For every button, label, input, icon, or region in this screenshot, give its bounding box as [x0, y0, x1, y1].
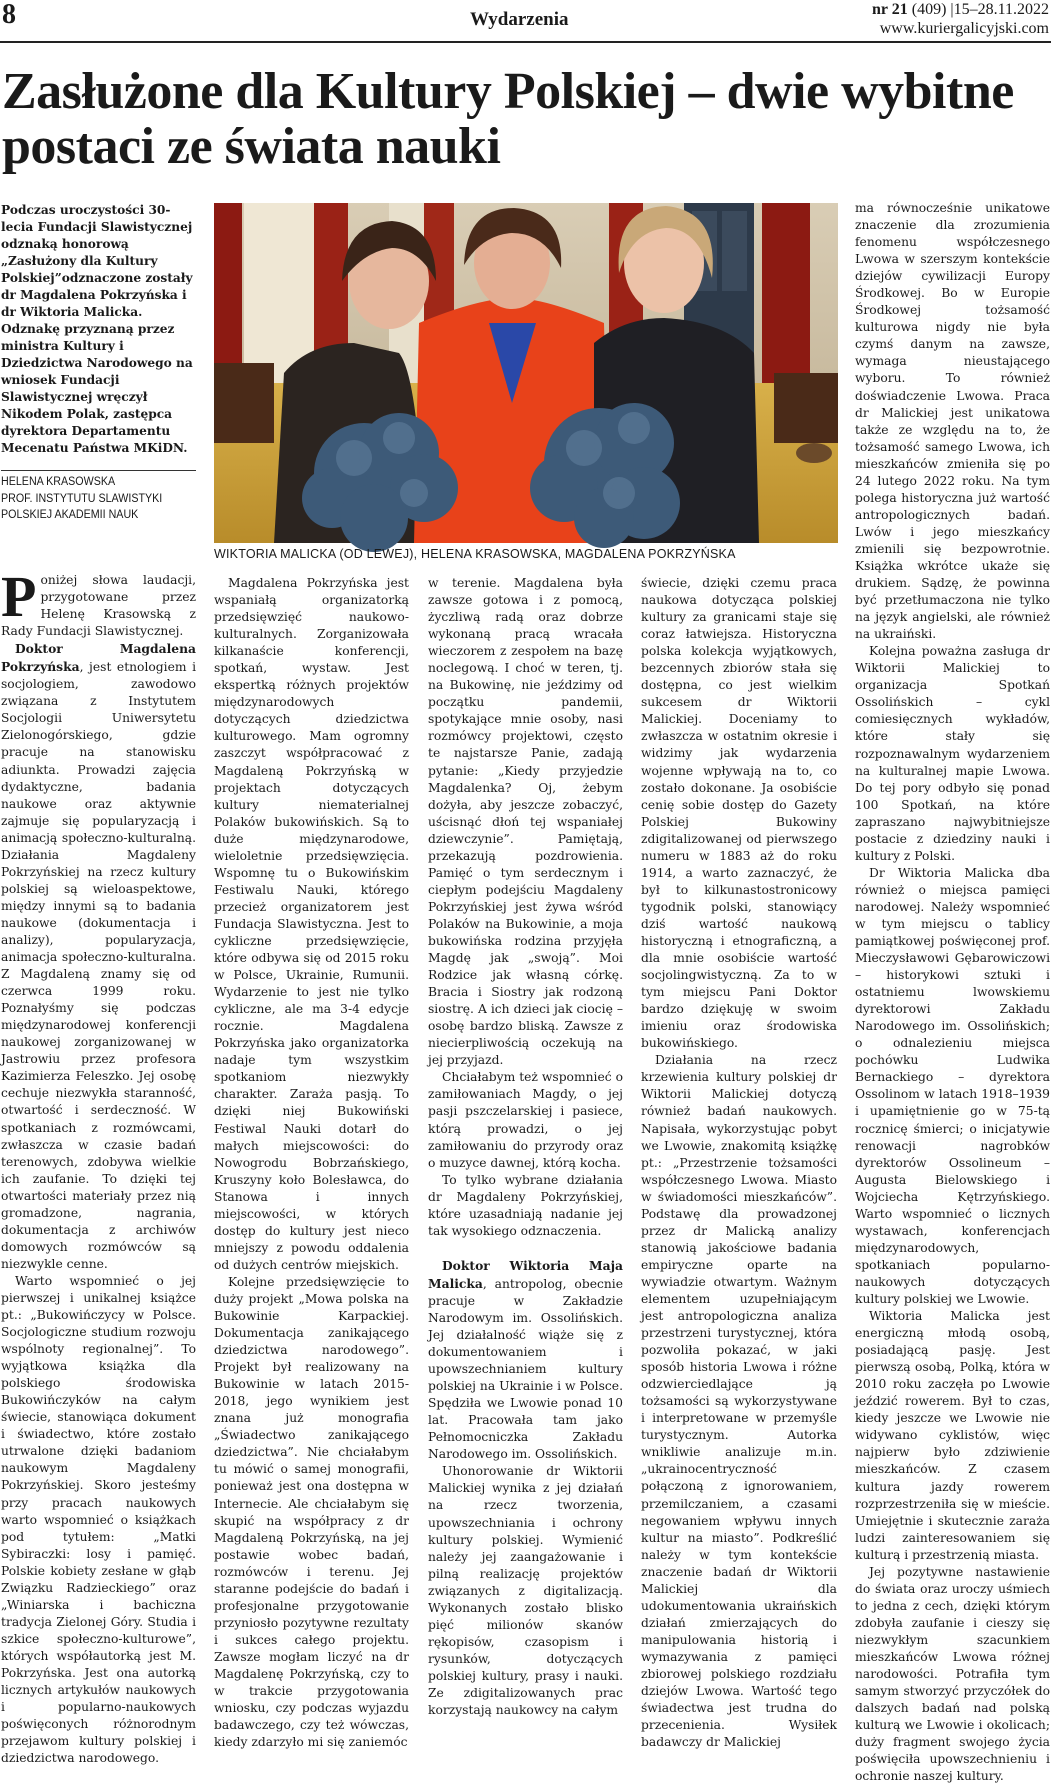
article-column-3: [428, 575, 623, 1718]
paragraph: Doktor Magdalena Pokrzyńska, jest etnologiem i socjologiem, zawodowo związana z Instytutem Socjologii Uniwersytetu Zielonogórskiego, gdzie pracuje na stanowisku adiunkta. Prowadzi zajęcia dydaktyczne, badania naukowe oraz aktywnie zajmuje się popularyzacją i animacją społeczno-kulturalną. Działania Magdaleny Pokrzyńskiej na rzecz kultury polskiej są wieloaspektowe, między innymi są to badania naukowe (dokumentacja i analizy), popularyzacja, animacja społeczno-kulturalna. Z Magdaleną znamy się od czerwca 1999 roku. Poznałyśmy się podczas międzynarodowej konferencji naukowej zorganizowanej w Jastrowiu przez profesora Kazimierza Feleszko. Jej osobę cechuje niezwykła staranność, otwartość i serdeczność. W spotkaniach z rozmówcami, zwłaszcza w czasie badań terenowych, zdobywa wielkie ich zaufanie. To dzięki tej otwartości materiały przez nią gromadzone, nagrania, dokumentacja z archiwów domowych rozmówców są niezwykle cenne.: [1, 641, 196, 1271]
paragraph: Jej pozytywne nastawienie do świata oraz uroczy uśmiech to jedna z cech, dzięki którym zdobyła zaufanie i cieszy się niezwykłym szacunkiem mieszkańców Lwowa różnej narodowości. Potrafiła tym samym stworzyć przyczółek do dalszych badań nad polską kulturą we Lwowie i okolicach; duży fragment swojego życia poświęciła upowszechnieniu i ochronie naszej kultury.: [855, 1564, 1050, 1784]
article-column-2: [214, 575, 409, 1750]
article-column-5: [855, 200, 1050, 1784]
paragraph: w terenie. Magdalena była zawsze gotowa i z pomocą, życzliwą radą oraz dobrze wykonaną pracą wracała wieczorem z zespołem na bazę noclegową. I choć w teren, tj. na Bukowinę, nie jeździmy od początku pandemii, spotykające mnie osoby, nasi rozmówcy projektowi, często te najstarsze Panie, zadają pytanie: „Kiedy przyjedzie Magdalenka? Oj, żebym dożyła, aby jeszcze zobaczyć, uścisnąć dłoń tej wspaniałej dziewczynie”. Pamiętają, przekazują pozdrowienia. Pamięć o tym serdecznym i ciepłym podejściu Magdaleny Pokrzyńskiej jest żywa wśród Polaków na Bukowinie, a moja bukowińska rodzina przyjęła Magdę jak „swoją”. Moi Rodzice jak własną córkę. Bracia i Siostry jak rodzoną siostrę. A ich dzieci jak ciocię – osobę bardzo bliską. Zawsze z niecierpliwością oczekują na jej przyjazd.: [428, 576, 623, 1068]
article-column-4: [641, 575, 837, 1750]
paragraph: Wiktoria Malicka jest energiczną młodą osobą, posiadającą pasję. Jest pierwszą osobą, Polką, która w 2010 roku zaczęła po Lwowie jeździć rowerem. Był to czas, kiedy jeszcze we Lwowie nie widywano cyklistów, więc najpierw było zdziwienie mieszkańców. Z czasem kultura jazdy rowerem rozprzestrzeniła się w mieście. Umiejętnie i skutecznie zaraża ludzi zainteresowaniem się kulturą i przestrzenią miasta.: [855, 1309, 1050, 1562]
paragraph: Warto wspomnieć o jej pierwszej i unikalnej książce pt.: „Bukowińczycy w Polsce. Socjologiczne studium rozwoju wspólnoty regionalnej”. To wyjątkowa książka dla polskiego środowiska Bukowińczyków na całym świecie, stanowiąca dokument i świadectwo, które zostało utrwalone dzięki badaniom naukowym Magdaleny Pokrzyńskiej. Skoro jesteśmy przy pracach naukowych warto wspomnieć o książkach pod tytułem: „Matki Sybiraczki: losy i pamięć. Polskie kobiety zesłane w głąb Związku Radzieckiego” oraz „Winiarska i bachiczna tradycja Zielonej Góry. Studia i szkice społeczno-kulturowe”, których współautorką jest M. Pokrzyńska. Jest ona autorką licznych artykułów naukowych i popularno-naukowych poświęconych różnorodnym przejawom kultury polskiej i dziedzictwa narodowego.: [1, 1273, 196, 1766]
photo-caption: WIKTORIA MALICKA (OD LEWEJ), HELENA KRASOWSKA, MAGDALENA POKRZYŃSKA: [214, 547, 736, 561]
website-link[interactable]: www.kuriergalicyjski.com: [879, 20, 1049, 37]
drop-cap: P: [1, 564, 37, 629]
paragraph: Poniżej słowa laudacji, przygotowane przez Helenę Krasowską z Rady Fundacji Slawistycznej.: [1, 564, 196, 639]
paragraph: świecie, dzięki czemu praca naukowa dotycząca polskiej kultury za granicami staje się coraz łatwiejsza. Historyczna polska kolekcja wyjątkowych, bezcennych zbiorów stała się dostępna, co jest wielkim sukcesem dr Wiktorii Malickiej. Doceniamy to zwłaszcza w ostatnim okresie i widzimy jak wydarzenia wojenne wpływają na to, co zostało dokonane. Ja osobiście cenię sobie dostęp do Gazety Polskiej Bukowiny zdigitalizowanej od pierwszego numeru w 1883 aż do roku 1914, a warto zaznaczyć, że był to kilkunastostronicowy tygodnik polski, stanowiący dziś wartość naukową historyczną i etnograficzną, a dla mnie osobiście wartość socjolingwistyczną. Za to w tym miejscu Pani Doktor bardzo dziękuję w swoim imieniu oraz środowiska bukowińskiego.: [641, 576, 837, 1051]
page-number: 8: [2, 0, 16, 30]
author-block: [1, 474, 182, 524]
page-header: [0, 0, 1051, 44]
lead-divider: [1, 470, 196, 471]
paragraph: Uhonorowanie dr Wiktorii Malickiej wynika z jej działań na rzecz tworzenia, upowszechniania i ochrony kultury polskiej. Wymienić należy jej zaangażowanie i pilną realizację projektów związanych z digitalizacją. Wykonanych zostało blisko pięć milionów skanów rękopisów, czasopism i rysunków, dotyczących polskiej kultury, prasy i nauki. Ze zdigitalizowanych prac korzystają naukowcy na całym: [428, 1464, 623, 1718]
paragraph: Chciałabym też wspomnieć o zamiłowaniach Magdy, o jej pasji pszczelarskiej i pasiece, którą prowadzi, o jej zamiłowaniu do przyrody oraz o muzyce dawnej, którą kocha.: [428, 1070, 623, 1170]
paragraph: To tylko wybrane działania dr Magdaleny Pokrzyńskiej, które uzasadniają nadanie jej tak wysokiego odznaczenia.: [428, 1172, 623, 1238]
paragraph: Magdalena Pokrzyńska jest wspaniałą organizatorką przedsięwzięć naukowo-kulturalnych. Zorganizowała kilkanaście konferencji, spotkań, wystaw. Jest ekspertką różnych projektów międzynarodowych dotyczących dziedzictwa kulturowego. Mam ogromny zaszczyt współpracować z Magdaleną Pokrzyńską w projektach dotyczących kultury niematerialnej Polaków bukowińskich. Są to duże międzynarodowe, wieloletnie przedsięwzięcia. Wspomnę tu o Bukowińskim Festiwalu Nauki, którego przecież organizatorem jest Fundacja Slawistyczna. Jest to cykliczne przedsięwzięcie, które odbywa się od 2015 roku w Polsce, Ukrainie, Rumunii. Wydarzenie to jest nie tylko cykliczne, ale ma 3-4 edycje rocznie. Magdalena Pokrzyńska jako organizatorka nadaje tym wszystkim spotkaniom niezwykły charakter. Zaraża pasją. To dzięki niej Bukowiński Festiwal Nauki dotarł do małych miejscowości: do Nowogrodu Bobrzańskiego, Kruszyny koło Bolesławca, do Stanowa i innych miejscowości, w których dostęp do kultury jest nieco mniejszy z powodu oddalenia od dużych centrów miejskich.: [214, 576, 409, 1272]
paragraph: Działania na rzecz krzewienia kultury polskiej dr Wiktorii Malickiej dotyczą również badań naukowych. Napisała, wykorzystując pobyt we Lwowie, znakomitą książkę pt.: „Przestrzenie tożsamości współczesnego Lwowa. Miasto w świadomości mieszkańców”. Podstawę dla prowadzonej przez dr Malicką analizy stanowią jakościowe badania empiryczne oparte na wywiadzie otwartym. Ważnym elementem uzupełniającym jest antropologiczna analiza przestrzeni turystycznej, która pozwoliła pokazać, w jaki sposób historia Lwowa i różne odzwierciedlające ją tożsamości są wykorzystywane i interpretowane w przemyśle turystycznym. Autorka wnikliwie analizuje m.in. „ukrainocentryczność połączoną z ignorowaniem, przemilczaniem, a czasami negowaniem wpływu innych kultur na miasto”. Podkreślić należy w tym kontekście znaczenie badań dr Wiktorii Malickiej dla udokumentowania ukraińskich działań zmierzających do manipulowania historią i wymazywania z pamięci zbiorowej polskiego rozdziału dziejów Lwowa. Wartość tego świadectwa jest trudna do przecenienia. Wysiłek badawczy dr Malickiej: [641, 1053, 837, 1750]
paragraph: Kolejne przedsięwzięcie to duży projekt „Mowa polska na Bukowinie Karpackiej. Dokumentacja zanikającego dziedzictwa narodowego”. Projekt był realizowany na Bukowinie w latach 2015-2018, jego wynikiem jest znana już monografia „Świadectwo zanikającego dziedzictwa”. Nie chciałabym tu mówić o samej monografii, ponieważ jest ona dostępna w Internecie. Ale chciałabym się skupić na współpracy z dr Magdaleną Pokrzyńską, na jej postawie wobec badań, rozmówców i terenu. Jej staranne podejście do badań i profesjonalne przygotowanie przyniosło pozytywne rezultaty i sukces całego projektu. Zawsze mogłam liczyć na dr Magdalenę Pokrzyńską, czy to w trakcie przygotowania wniosku, czy podczas wyjazdu badawczego, czy też wówczas, kiedy zdarzyło mi się zaniemóc: [214, 1274, 409, 1750]
paragraph: Kolejna poważna zasługa dr Wiktorii Malickiej to organizacja Spotkań Ossolińskich – cykl comiesięcznych wykładów, które stały się rozpoznawalnym wydarzeniem na kulturalnej mapie Lwowa. Do tej pory odbyło się ponad 100 Spotkań, na które zapraszano najwybitniejsze postacie z dziedziny nauki i kultury z Polski.: [855, 644, 1050, 863]
header-rule: [0, 41, 1051, 43]
author-name: HELENA KRASOWSKA: [1, 476, 116, 488]
issue-number: nr 21: [872, 1, 908, 18]
issue-info: [872, 0, 1049, 38]
issue-dates: (409) |15–28.11.2022: [907, 1, 1049, 18]
paragraph: Doktor Wiktoria Maja Malicka, antropolog, obecnie pracuje w Zakładzie Narodowym im. Ossolińskich. Jej działalność wiąże się z dokumentowaniem i upowszechnianiem kultury polskiej na Ukrainie i w Polsce. Spędziła we Lwowie ponad 10 lat. Pracowała tam jako Pełnomocniczka Zakładu Narodowego im. Ossolińskich.: [428, 1257, 623, 1462]
paragraph: Dr Wiktoria Malicka dba również o miejsca pamięci narodowej. Należy wspomnieć w tym miejscu o tablicy pamiątkowej poświęconej prof. Mieczysławowi Gębarowiczowi – historykowi sztuki i ostatniemu lwowskiemu dyrektorowi Zakładu Narodowego im. Ossolińskich; o odnalezieniu miejsca pochówku Ludwika Bernackiego – dyrektora Ossolinom w latach 1918–1939 i upamiętnienie go w 75-tą rocznicę śmierci; o inicjatywie renowacji nagrobków dyrektorów Ossolineum – Augusta Bielowskiego i Wojciecha Kętrzyńskiego. Warto wspomnieć o licznych wystawach, konferencjach międzynarodowych, spotkaniach popularno-naukowych dotyczących kultury polskiej we Lwowie.: [855, 865, 1050, 1306]
section-name: Wydarzenia: [470, 9, 569, 30]
article-column-1: [1, 564, 196, 1766]
author-role: PROF. INSTYTUTU SLAWISTYKI: [1, 492, 163, 505]
paragraph: ma równocześnie unikatowe znaczenie dla zrozumienia fenomenu współczesnego Lwowa w szerszym kontekście dziejów cywilizacji Europy Środkowej. Bo w Europie Środkowej tożsamość kulturowa nigdy nie była czymś danym na zawsze, wymaga nieustającego wyboru. To również doświadczenie Lwowa. Praca dr Malickiej jest unikatowa także ze względu na to, że tożsamość samego Lwowa, ich mieszkańców zmieniła się po 24 lutego 2022 roku. Na tym polega historyczna już wartość antropologicznych badań. Lwów i jego mieszkańcy zmienili się bezpowrotnie. Książka wkrótce ukaże się drukiem. Sądzę, że powinna być przetłumaczona nie tylko na język angielski, ale również na ukraiński.: [855, 201, 1050, 642]
article-title: Zasłużone dla Kultury Polskiej – dwie wybitne postaci ze świata nauki: [2, 63, 1014, 175]
article-photo: [214, 203, 838, 543]
article-lead: Podczas uroczystości 30-lecia Fundacji Slawistycznej odznaką honorową „Zasłużony dla Kultury Polskiej”odznaczone zostały dr Magdalena Pokrzyńska i dr Wiktoria Malicka. Odznakę przyznaną przez ministra Kultury i Dziedzictwa Narodowego na wniosek Fundacji Slawistycznej wręczył Nikodem Polak, zastępca dyrektora Departamentu Mecenatu Państwa MKiDN.: [1, 203, 193, 455]
photo-illustration: [214, 203, 838, 543]
author-affiliation: POLSKIEJ AKADEMII NAUK: [1, 509, 139, 521]
